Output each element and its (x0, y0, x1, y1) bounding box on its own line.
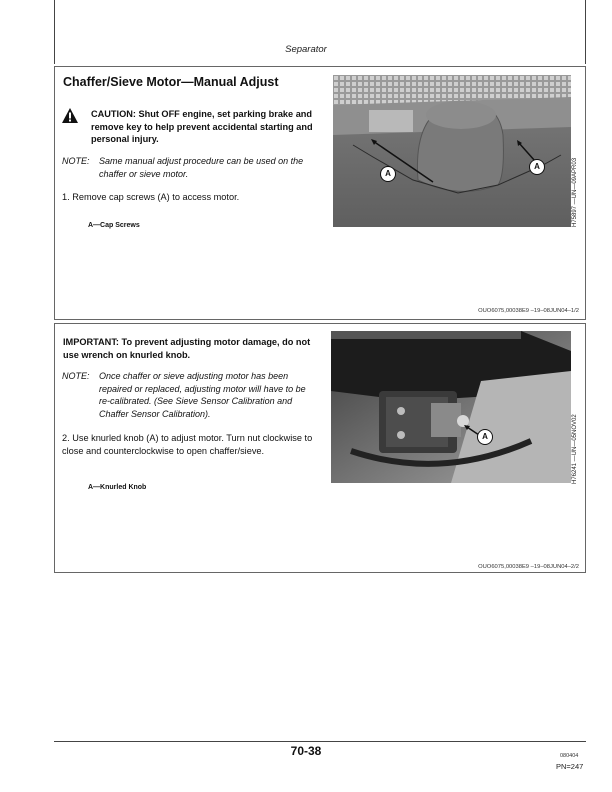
note-block-2 (62, 370, 327, 422)
doc-reference-2: OUO6075,00038E9 –19–08JUN04–2/2 (478, 564, 579, 570)
photo-illustration-2 (331, 331, 571, 483)
print-code: 080404 (560, 753, 579, 759)
procedure-title: Chaffer/Sieve Motor—Manual Adjust (63, 75, 279, 89)
legend-knurled-knob: A—Knurled Knob (88, 484, 147, 491)
section-header: Separator (285, 44, 327, 55)
photo-illustration (333, 75, 571, 227)
note-text-2: Once chaffer or sieve adjusting motor has been repaired or replaced, adjusting motor will have to be re-calibrated. (See Sieve Sensor Calibration and Chaffer Sensor Calibration). (99, 371, 306, 419)
note-label-2: NOTE: (62, 371, 90, 381)
procedure-panel-1 (54, 66, 586, 320)
doc-reference-1: OUO6075,00038E9 –19–08JUN04–1/2 (478, 308, 579, 314)
warning-triangle-icon (61, 107, 79, 124)
page-number: 70-38 (290, 744, 322, 758)
callout-a-right: A (529, 159, 545, 175)
image-id-1: H75897 —UN—09APR03 (572, 157, 578, 227)
step-2: 2. Use knurled knob (A) to adjust motor. Turn nut clockwise to close and counterclockwise to open chaffer/sieve. (62, 433, 313, 456)
legend-cap-screws: A—Cap Screws (88, 222, 140, 229)
photo-chaffer-motor-housing (333, 75, 571, 227)
procedure-panel-2 (54, 323, 586, 573)
caution-text: CAUTION: Shut OFF engine, set parking brake and remove key to help prevent accidental starting and personal injury. (91, 109, 313, 144)
footer-rule (54, 741, 586, 742)
image-id-2: H76241 —UN—05NOV02 (572, 414, 578, 484)
pn-number: PN=247 (556, 762, 584, 771)
important-notice: IMPORTANT: To prevent adjusting motor damage, do not use wrench on knurled knob. (63, 337, 311, 360)
photo-adjusting-motor (331, 331, 571, 483)
note-block (62, 155, 322, 181)
step-1: 1. Remove cap screws (A) to access motor. (62, 192, 240, 202)
note-text: Same manual adjust procedure can be used on the chaffer or sieve motor. (99, 156, 304, 179)
callout-a-knob: A (477, 429, 493, 445)
callout-a-left: A (380, 166, 396, 182)
note-label: NOTE: (62, 156, 90, 166)
